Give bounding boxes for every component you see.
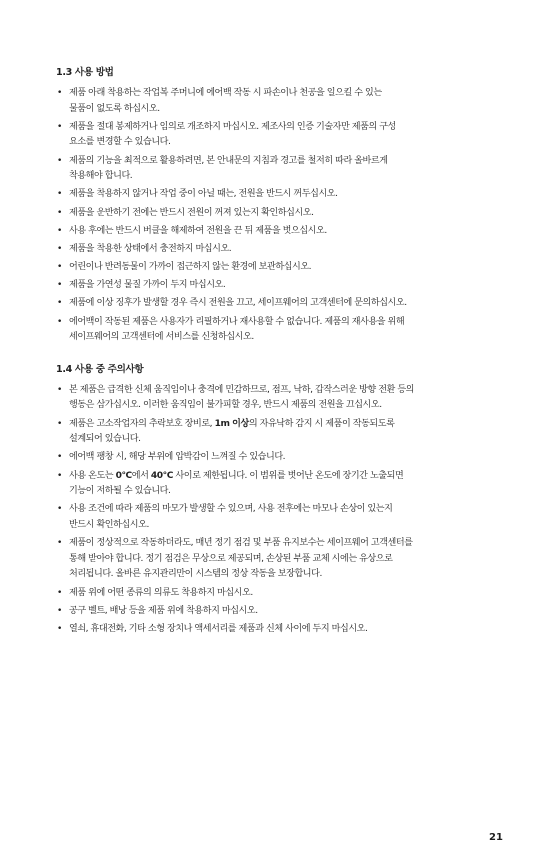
list-item: • 제품을 가연성 물질 가까이 두지 마십시오. [56, 278, 506, 294]
list-item: • 열쇠, 휴대전화, 기타 소형 장치나 액세서리를 제품과 신체 사이에 두지 마십시오. [56, 622, 506, 638]
list-item: • 에어백 팽창 시, 해당 부위에 압박감이 느껴질 수 있습니다. [56, 450, 506, 466]
bullet-list [56, 383, 506, 638]
bullet-icon: • [57, 470, 62, 481]
list-item: • 사용 후에는 반드시 버클을 해제하여 전원을 끈 뒤 제품을 벗으십시오. [56, 224, 506, 240]
bullet-icon: • [57, 384, 62, 395]
list-item: • 에어백이 작동된 제품은 사용자가 리필하거나 재사용할 수 없습니다. 제품의 재사용을 위해 세이프웨어의 고객센터에 서비스를 신청하십시오. [57, 316, 405, 343]
bullet-icon: • [57, 605, 62, 616]
list-item: • 제품 위에 어떤 종류의 의류도 착용하지 마십시오. [56, 586, 506, 602]
page-number: 21 [489, 832, 503, 843]
list-item: • 제품에 이상 징후가 발생할 경우 즉시 전원을 끄고, 세이프웨어의 고객센터에 문의하십시오. [56, 296, 506, 312]
bullet-icon: • [57, 189, 62, 200]
list-item: • 제품을 착용하지 않거나 작업 중이 아닐 때는, 전원을 반드시 꺼두십시오. [56, 187, 506, 203]
list-item: • 제품을 절대 봉제하거나 임의로 개조하지 마십시오. 제조사의 인증 기술자만 제품의 구성 요소를 변경할 수 있습니다. [57, 121, 396, 148]
section-precautions [56, 363, 506, 638]
document-body [56, 66, 506, 640]
bullet-icon: • [57, 262, 62, 273]
bullet-icon: • [57, 504, 62, 515]
bullet-icon: • [57, 316, 62, 327]
bullet-icon: • [57, 298, 62, 309]
bullet-icon: • [57, 538, 62, 549]
list-item: • 제품 아래 착용하는 작업복 주머니에 에어백 작동 시 파손이나 천공을 일으킬 수 있는 물품이 없도록 하십시오. [57, 88, 382, 114]
bullet-icon: • [57, 280, 62, 291]
bullet-icon: • [57, 225, 62, 236]
list-item: • 본 제품은 급격한 신체 움직임이나 충격에 민감하므로, 점프, 낙하, 갑작스러운 방향 전환 등의 행동은 삼가십시오. 이러한 움직임이 불가피할 경우, 반드시 제품의 전원을 끄십시오. [57, 384, 414, 411]
bullet-icon: • [57, 121, 62, 132]
bullet-icon: • [57, 452, 62, 463]
list-item: • 제품을 운반하기 전에는 반드시 전원이 꺼져 있는지 확인하십시오. [56, 206, 506, 222]
list-item: • 사용 조건에 따라 제품의 마모가 발생할 수 있으며, 사용 전후에는 마모나 손상이 있는지 반드시 확인하십시오. [57, 504, 393, 530]
bullet-icon: • [57, 243, 62, 254]
bullet-icon: • [57, 155, 62, 166]
bullet-icon: • [57, 623, 62, 634]
emphasis-text: 0°C [115, 470, 132, 481]
bullet-list [56, 86, 506, 346]
section-title: 1.3 사용 방법 [56, 67, 114, 78]
list-item: • 제품을 착용한 상태에서 충전하지 마십시오. [56, 242, 506, 258]
bullet-icon: • [57, 207, 62, 218]
list-item: • 제품은 고소작업자의 추락보호 장비로, 1m 이상의 자유낙하 감지 시 제품이 작동되도록 설계되어 있습니다. [57, 418, 395, 445]
list-item: • 제품이 정상적으로 작동하더라도, 매년 정기 점검 및 부품 유지보수는 세이프웨어 고객센터를 통해 받아야 합니다. 정기 점검은 무상으로 제공되며, 손상된 부품 교체 시에는 유상으로 처리됩니다. 올바른 유지관리만이 시스템의 정상 작동을 보장합니다. [57, 538, 413, 580]
list-item: • 어린이나 반려동물이 가까이 접근하지 않는 환경에 보관하십시오. [56, 260, 506, 276]
bullet-icon: • [57, 418, 62, 429]
emphasis-text: 1m 이상 [214, 418, 249, 429]
list-item: • 제품의 기능을 최적으로 활용하려면, 본 안내문의 지침과 경고를 철저히 따라 올바르게 착용해야 합니다. [57, 155, 388, 182]
section-title: 1.4 사용 중 주의사항 [56, 363, 144, 375]
list-item: • 공구 벨트, 배낭 등을 제품 위에 착용하지 마십시오. [56, 604, 506, 620]
bullet-icon: • [57, 88, 62, 98]
emphasis-text: 40°C [150, 470, 173, 481]
bullet-icon: • [57, 587, 62, 598]
section-usage [56, 66, 506, 346]
list-item: • 사용 온도는 0°C에서 40°C 사이로 제한됩니다. 이 범위를 벗어난 온도에 장기간 노출되면 기능이 저하될 수 있습니다. [57, 470, 404, 497]
